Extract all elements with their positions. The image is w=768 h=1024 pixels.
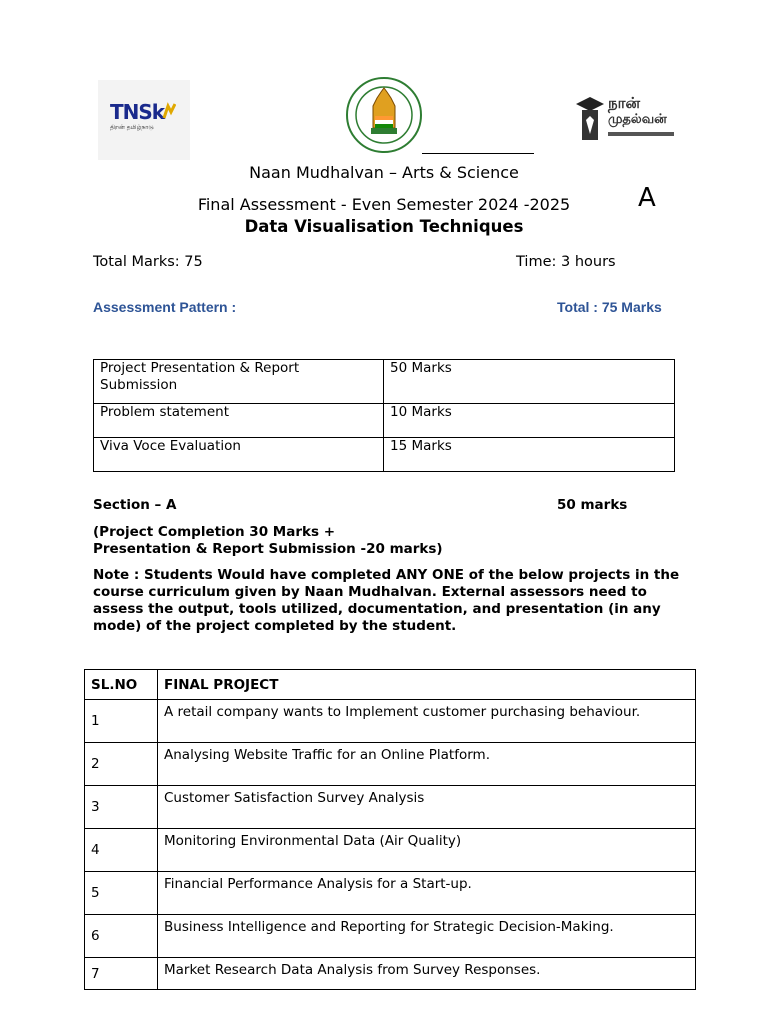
pattern-marks: 50 Marks: [384, 360, 675, 404]
table-row: [85, 829, 696, 872]
tamil-nadu-emblem: [345, 76, 423, 154]
table-row: [85, 743, 696, 786]
assessment-pattern-table: [93, 359, 675, 472]
project-slno: 7: [85, 958, 158, 990]
section-breakdown: [93, 524, 443, 558]
assessment-pattern-heading: Assessment Pattern :: [93, 299, 237, 315]
project-slno: 3: [85, 786, 158, 829]
table-row: [94, 438, 675, 472]
project-slno: 2: [85, 743, 158, 786]
assessment-total: Total : 75 Marks: [557, 299, 662, 315]
emblem-seal-icon: [345, 76, 423, 154]
pattern-item: Viva Voce Evaluation: [94, 438, 384, 472]
question-set-label: A: [638, 183, 656, 213]
table-row: [94, 360, 675, 404]
emblem-underline: [422, 153, 534, 154]
project-title: Market Research Data Analysis from Survey Responses.: [158, 958, 696, 990]
graduation-cap-icon: [574, 94, 606, 148]
exam-time: Time: 3 hours: [516, 254, 616, 270]
table-row: [85, 872, 696, 915]
table-header-row: [85, 670, 696, 700]
tnskill-logo-text: TNSk: [110, 100, 165, 124]
project-slno: 4: [85, 829, 158, 872]
tnskill-logo-subtext: திறன் தமிழ்நாடு: [110, 124, 154, 131]
tnskill-logo: [98, 80, 190, 160]
naan-logo-title: நான்: [608, 94, 641, 112]
naan-mudhalvan-logo: [572, 92, 676, 150]
subject-title: Data Visualisation Techniques: [244, 217, 524, 236]
tnskill-mark-icon: [162, 102, 176, 120]
project-slno: 1: [85, 700, 158, 743]
table-row: [85, 915, 696, 958]
pattern-item: Problem statement: [94, 404, 384, 438]
section-marks: 50 marks: [557, 497, 628, 513]
assessment-title: Final Assessment - Even Semester 2024 -2025: [197, 195, 571, 214]
college-title: Naan Mudhalvan – Arts & Science: [249, 163, 519, 182]
table-row: [85, 700, 696, 743]
pattern-item: Project Presentation & Report Submission: [94, 360, 384, 404]
project-title: Business Intelligence and Reporting for Strategic Decision-Making.: [158, 915, 696, 958]
header-final-project: FINAL PROJECT: [158, 670, 696, 700]
project-title: Financial Performance Analysis for a Start-up.: [158, 872, 696, 915]
project-title: Monitoring Environmental Data (Air Quality): [158, 829, 696, 872]
pattern-marks: 10 Marks: [384, 404, 675, 438]
pattern-marks: 15 Marks: [384, 438, 675, 472]
total-marks: Total Marks: 75: [93, 254, 203, 270]
project-title: Analysing Website Traffic for an Online Platform.: [158, 743, 696, 786]
project-slno: 5: [85, 872, 158, 915]
project-title: Customer Satisfaction Survey Analysis: [158, 786, 696, 829]
project-slno: 6: [85, 915, 158, 958]
naan-logo-subtitle: முதல்வன்: [608, 112, 667, 127]
section-title: Section – A: [93, 497, 177, 513]
table-row: [85, 786, 696, 829]
table-row: [94, 404, 675, 438]
header-slno: SL.NO: [85, 670, 158, 700]
naan-logo-tagline: [608, 132, 674, 136]
section-breakdown-line2: Presentation & Report Submission -20 marks): [93, 541, 443, 557]
project-title: A retail company wants to Implement customer purchasing behaviour.: [158, 700, 696, 743]
final-project-table: [84, 669, 696, 990]
table-row: [85, 958, 696, 990]
section-note: Note : Students Would have completed ANY ONE of the below projects in the course curriculum given by Naan Mudhalvan. External assessors need to assess the output, tools utilized, documentation, and presentation (in any mode) of the project completed by the student.: [93, 567, 680, 634]
section-breakdown-line1: (Project Completion 30 Marks +: [93, 524, 336, 540]
